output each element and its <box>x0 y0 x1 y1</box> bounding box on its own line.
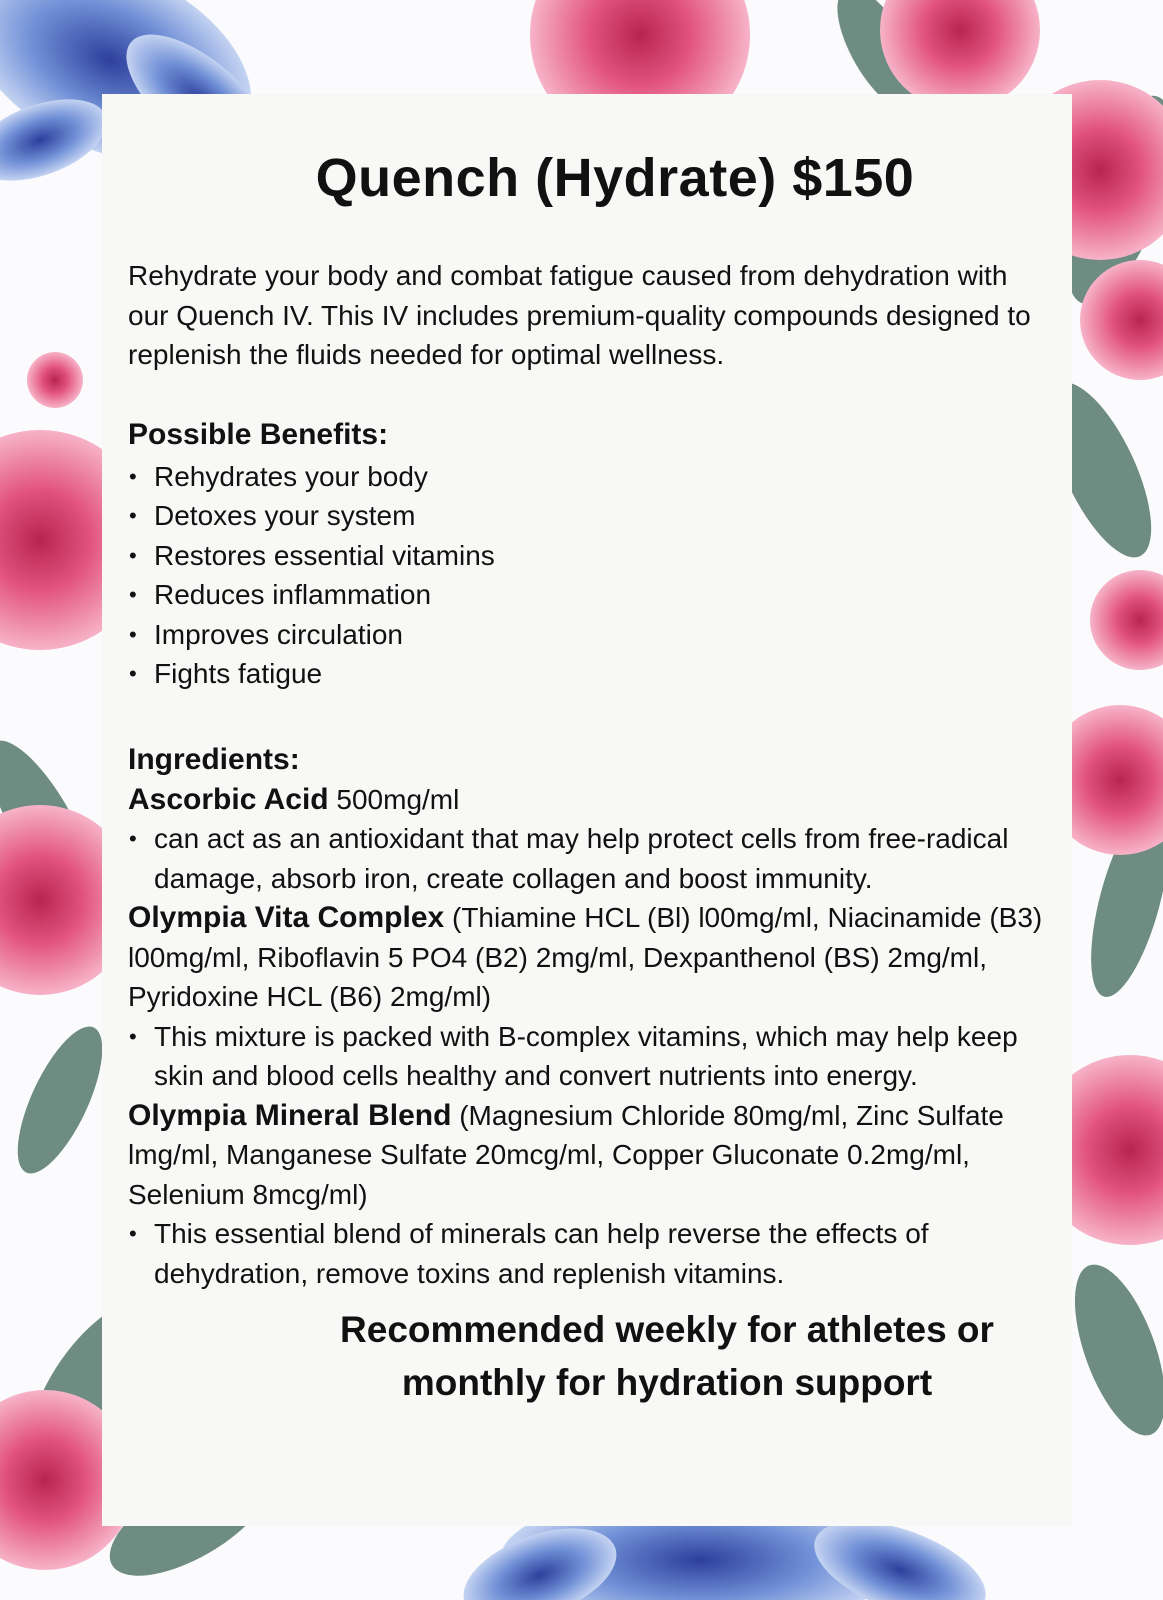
ingredient-header <box>128 898 1046 1017</box>
ingredient-description-list <box>128 1214 1046 1293</box>
ingredient-description-list <box>128 1017 1046 1096</box>
benefits-heading: Possible Benefits: <box>128 417 389 451</box>
benefit-item: • Detoxes your system <box>128 496 1046 536</box>
ingredient-detail: 500mg/ml <box>328 783 460 815</box>
ingredient-header <box>128 780 1046 820</box>
recommendation-text: Recommended weekly for athletes or monthly for hydration support <box>340 1309 994 1403</box>
ingredient-header <box>128 1096 1046 1215</box>
ingredient-vita-complex <box>128 898 1046 1096</box>
ingredient-name: Ascorbic Acid <box>128 782 329 816</box>
ingredient-detail: (Magnesium Chloride 80mg/ml, Zinc Sulfate lmg/ml, Manganese Sulfate 20mcg/ml, Copper Gluconate 0.2mg/ml, Selenium 8mcg/ml) <box>128 1099 1004 1210</box>
service-card <box>102 94 1072 1526</box>
benefit-item: • Reduces inflammation <box>128 575 1046 615</box>
page-title: Quench (Hydrate) $150 <box>315 148 915 208</box>
ingredient-name: Olympia Vita Complex <box>128 901 445 934</box>
benefits-list <box>128 457 1046 694</box>
ingredient-mineral-blend <box>128 1096 1046 1294</box>
ingredient-ascorbic-acid <box>128 780 1046 899</box>
benefit-item: • Fights fatigue <box>128 654 1046 694</box>
ingredient-description: • can act as an antioxidant that may help protect cells from free-radical damage, absorb iron, create collagen and boost immunity. <box>128 819 1046 898</box>
ingredient-name: Olympia Mineral Blend <box>128 1098 452 1132</box>
ingredient-description: • This mixture is packed with B-complex vitamins, which may help keep skin and blood cells healthy and convert nutrients into energy. <box>128 1017 1046 1096</box>
ingredient-detail: (Thiamine HCL (Bl) l00mg/ml, Niacinamide (B3) l00mg/ml, Riboflavin 5 PO4 (B2) 2mg/ml, Dexpanthenol (BS) 2mg/ml, Pyridoxine HCL (B6) 2mg/ml) <box>128 902 1043 1012</box>
benefit-item: • Rehydrates your body <box>128 457 1046 497</box>
ingredients-heading: Ingredients: <box>128 742 300 776</box>
benefit-item: • Restores essential vitamins <box>128 536 1046 576</box>
ingredient-description: • This essential blend of minerals can help reverse the effects of dehydration, remove toxins and replenish vitamins. <box>128 1214 1046 1293</box>
ingredient-description-list <box>128 819 1046 898</box>
intro-paragraph: Rehydrate your body and combat fatigue caused from dehydration with our Quench IV. This IV includes premium-quality compounds designed to replenish the fluids needed for optimal wellness. <box>128 260 1031 370</box>
benefit-item: • Improves circulation <box>128 615 1046 655</box>
